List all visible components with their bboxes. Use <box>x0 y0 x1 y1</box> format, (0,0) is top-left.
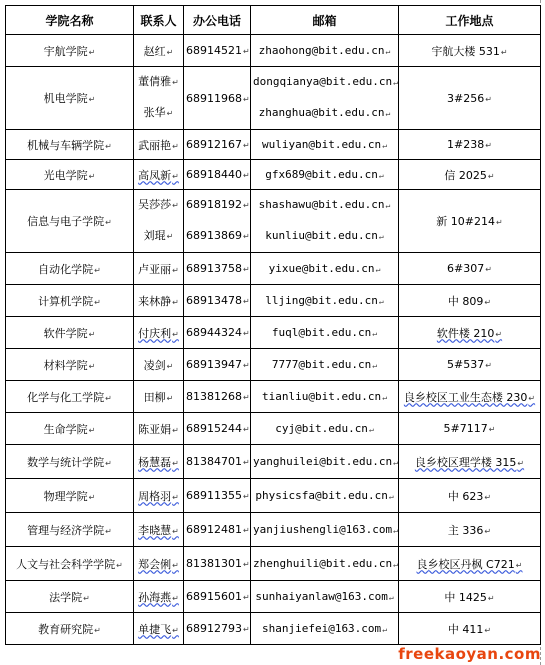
cell-text: 68915244 ↵ <box>186 422 250 435</box>
table-row <box>6 190 541 253</box>
cell-text: wuliyan@bit.edu.cn ↵ <box>262 138 387 151</box>
table-row <box>6 445 541 479</box>
cell-text: sunhaiyanlaw@163.com ↵ <box>255 590 393 603</box>
cell-text: 机电学院 ↵ <box>44 92 96 105</box>
cell-text: 主 336 ↵ <box>448 524 491 537</box>
table-row <box>6 285 541 317</box>
college-cell <box>6 285 134 317</box>
cell-text: 张华 ↵ <box>144 106 174 119</box>
cell-text: 吴莎莎 ↵ <box>138 198 179 211</box>
cell-text: yanghuilei@bit.edu.cn ↵ <box>253 455 398 468</box>
contact-cell <box>134 253 184 285</box>
location-cell <box>399 317 541 349</box>
phone-cell <box>184 285 251 317</box>
email-cell <box>251 445 399 479</box>
phone-cell <box>184 381 251 413</box>
cell-text: 良乡校区工业生态楼 230 ↵ <box>404 391 535 404</box>
cell-text: 宇航学院 ↵ <box>44 45 96 58</box>
email-cell <box>251 317 399 349</box>
cell-text: 1#238 ↵ <box>447 138 492 151</box>
cell-text: 81381301 ↵ <box>186 557 250 570</box>
email-cell <box>251 613 399 645</box>
header-email: 邮箱 <box>251 6 399 35</box>
cell-text: 软件楼 210 ↵ <box>437 327 502 340</box>
email-cell <box>251 479 399 513</box>
cell-text: 68914521 ↵ <box>186 44 250 57</box>
location-cell <box>399 513 541 547</box>
table-row <box>6 253 541 285</box>
cell-text: 6#307 ↵ <box>447 262 492 275</box>
email-cell <box>251 190 399 253</box>
cell-line <box>186 221 248 252</box>
cell-line <box>136 221 181 252</box>
email-cell <box>251 253 399 285</box>
college-cell <box>6 381 134 413</box>
email-cell <box>251 349 399 381</box>
contact-cell <box>134 479 184 513</box>
cell-text: 良乡校区理学楼 315 ↵ <box>415 456 524 469</box>
location-cell <box>399 547 541 581</box>
cell-text: 凌剑 ↵ <box>144 359 174 372</box>
cell-text: 付庆利 ↵ <box>138 327 179 340</box>
cell-text: 68915601 ↵ <box>186 590 250 603</box>
phone-cell <box>184 317 251 349</box>
cell-text: 3#256 ↵ <box>447 92 492 105</box>
cell-text: fuql@bit.edu.cn ↵ <box>272 326 377 339</box>
cell-text: lljing@bit.edu.cn ↵ <box>265 294 383 307</box>
cell-line <box>136 190 181 221</box>
cell-text: 5#7117 ↵ <box>444 422 496 435</box>
table-body <box>6 35 541 645</box>
cell-text: 计算机学院 ↵ <box>38 295 101 308</box>
cell-text: 材料学院 ↵ <box>44 359 96 372</box>
college-cell <box>6 445 134 479</box>
cell-text: 田柳 ↵ <box>144 391 174 404</box>
contact-cell <box>134 285 184 317</box>
contact-cell <box>134 613 184 645</box>
email-cell <box>251 413 399 445</box>
cell-text: 新 10#214 ↵ <box>436 215 502 228</box>
phone-cell <box>184 547 251 581</box>
cell-text: 中 411 ↵ <box>448 623 491 636</box>
contact-cell <box>134 35 184 67</box>
contact-cell <box>134 317 184 349</box>
table-row <box>6 547 541 581</box>
cell-text: 68913947 ↵ <box>186 358 250 371</box>
cell-line <box>253 221 396 252</box>
cell-text: 68912167 ↵ <box>186 138 250 151</box>
location-cell <box>399 253 541 285</box>
cell-text: 68918192 ↵ <box>186 198 250 211</box>
email-cell <box>251 285 399 317</box>
cell-text: zhanghua@bit.edu.cn ↵ <box>259 106 391 119</box>
header-phone: 办公电话 <box>184 6 251 35</box>
contact-cell <box>134 581 184 613</box>
cell-text: 化学与化工学院 ↵ <box>27 391 112 404</box>
college-cell <box>6 67 134 130</box>
phone-cell <box>184 190 251 253</box>
cell-text: 68912481 ↵ <box>186 523 250 536</box>
phone-cell <box>184 35 251 67</box>
table-row <box>6 381 541 413</box>
phone-cell <box>184 479 251 513</box>
cell-text: 5#537 ↵ <box>447 358 492 371</box>
cell-text: 光电学院 ↵ <box>44 169 96 182</box>
cell-text: cyj@bit.edu.cn ↵ <box>275 422 374 435</box>
cell-text: 软件学院 ↵ <box>44 327 96 340</box>
cell-text: 生命学院 ↵ <box>44 423 96 436</box>
contact-cell <box>134 349 184 381</box>
college-cell <box>6 253 134 285</box>
cell-text: 68911968 ↵ <box>186 92 250 105</box>
cell-text: 赵红 ↵ <box>144 45 174 58</box>
cell-text: 信息与电子学院 ↵ <box>27 215 112 228</box>
table-row <box>6 35 541 67</box>
cell-line <box>253 67 396 98</box>
cell-text: 81384701 ↵ <box>186 455 250 468</box>
cell-text: 教育研究院 ↵ <box>38 623 101 636</box>
cell-text: gfx689@bit.edu.cn ↵ <box>265 168 383 181</box>
college-cell <box>6 613 134 645</box>
contact-cell <box>134 381 184 413</box>
contact-cell <box>134 413 184 445</box>
phone-cell <box>184 67 251 130</box>
cell-text: 68944324 ↵ <box>186 326 250 339</box>
location-cell <box>399 581 541 613</box>
contact-table <box>5 5 541 645</box>
email-cell <box>251 513 399 547</box>
cell-text: shashawu@bit.edu.cn ↵ <box>259 198 391 211</box>
college-cell <box>6 513 134 547</box>
college-cell <box>6 581 134 613</box>
contact-cell <box>134 67 184 130</box>
college-cell <box>6 317 134 349</box>
cell-text: dongqianya@bit.edu.cn ↵ <box>253 75 398 88</box>
phone-cell <box>184 130 251 160</box>
location-cell <box>399 285 541 317</box>
cell-text: 中 623 ↵ <box>448 490 491 503</box>
cell-text: 刘琨 ↵ <box>144 229 174 242</box>
cell-text: 68913478 ↵ <box>186 294 250 307</box>
cell-text: 数学与统计学院 ↵ <box>27 456 112 469</box>
cell-text: 中 809 ↵ <box>448 295 491 308</box>
contact-cell <box>134 130 184 160</box>
cell-text: zhaohong@bit.edu.cn ↵ <box>259 44 391 57</box>
cell-line <box>136 98 181 129</box>
phone-cell <box>184 445 251 479</box>
cell-text: yanjiushengli@163.com ↵ <box>253 523 398 536</box>
cell-text: 信 2025 ↵ <box>444 169 494 182</box>
cell-text: 7777@bit.edu.cn ↵ <box>272 358 377 371</box>
watermark: freekaoyan.com <box>398 645 541 663</box>
header-contact: 联系人 <box>134 6 184 35</box>
college-cell <box>6 413 134 445</box>
cell-text: 中 1425 ↵ <box>444 591 494 604</box>
cell-text: 物理学院 ↵ <box>44 490 96 503</box>
cell-text: kunliu@bit.edu.cn ↵ <box>265 229 383 242</box>
header-location: 工作地点 <box>399 6 541 35</box>
cell-text: 李晓慧 ↵ <box>138 524 179 537</box>
cell-text: 人文与社会科学学院 ↵ <box>16 558 123 571</box>
cell-line <box>136 67 181 98</box>
college-cell <box>6 190 134 253</box>
email-cell <box>251 581 399 613</box>
location-cell <box>399 479 541 513</box>
cell-text: physicsfa@bit.edu.cn ↵ <box>255 489 393 502</box>
cell-text: 孙海燕 ↵ <box>138 591 179 604</box>
table-row <box>6 479 541 513</box>
contact-cell <box>134 547 184 581</box>
cell-text: 来林静 ↵ <box>138 295 179 308</box>
location-cell <box>399 67 541 130</box>
cell-text: 自动化学院 ↵ <box>38 263 101 276</box>
cell-text: yixue@bit.edu.cn ↵ <box>269 262 381 275</box>
phone-cell <box>184 160 251 190</box>
table-row <box>6 160 541 190</box>
cell-text: 周格羽 ↵ <box>138 490 179 503</box>
phone-cell <box>184 581 251 613</box>
email-cell <box>251 67 399 130</box>
contact-cell <box>134 190 184 253</box>
cell-text: 单捷飞 ↵ <box>138 623 179 636</box>
location-cell <box>399 190 541 253</box>
email-cell <box>251 130 399 160</box>
college-cell <box>6 479 134 513</box>
cell-text: 68911355 ↵ <box>186 489 250 502</box>
cell-text: 陈亚娟 ↵ <box>138 423 179 436</box>
location-cell <box>399 445 541 479</box>
phone-cell <box>184 253 251 285</box>
cell-text: 杨慧磊 ↵ <box>138 456 179 469</box>
cell-text: 81381268 ↵ <box>186 390 250 403</box>
cell-text: 宇航大楼 531 ↵ <box>431 45 507 58</box>
cell-text: 董倩雅 ↵ <box>138 75 179 88</box>
location-cell <box>399 349 541 381</box>
cell-text: 68913758 ↵ <box>186 262 250 275</box>
cell-text: 武丽艳 ↵ <box>138 139 179 152</box>
email-cell <box>251 160 399 190</box>
cell-text: 机械与车辆学院 ↵ <box>27 139 112 152</box>
location-cell <box>399 35 541 67</box>
cell-text: 卢亚丽 ↵ <box>138 263 179 276</box>
email-cell <box>251 547 399 581</box>
cell-line <box>253 190 396 221</box>
cell-text: shanjiefei@163.com ↵ <box>262 622 387 635</box>
table-row <box>6 67 541 130</box>
table-row <box>6 317 541 349</box>
college-cell <box>6 547 134 581</box>
cell-text: zhenghuili@bit.edu.cn ↵ <box>253 557 398 570</box>
phone-cell <box>184 413 251 445</box>
location-cell <box>399 413 541 445</box>
cell-text: 高凤新 ↵ <box>138 169 179 182</box>
table-row <box>6 513 541 547</box>
college-cell <box>6 160 134 190</box>
phone-cell <box>184 613 251 645</box>
cell-text: 法学院 ↵ <box>49 591 90 604</box>
cell-text: tianliu@bit.edu.cn ↵ <box>262 390 387 403</box>
email-cell <box>251 35 399 67</box>
table-row <box>6 130 541 160</box>
table-row <box>6 349 541 381</box>
location-cell <box>399 160 541 190</box>
location-cell <box>399 130 541 160</box>
phone-cell <box>184 349 251 381</box>
header-college: 学院名称 <box>6 6 134 35</box>
table-header-row <box>6 6 541 35</box>
cell-text: 68913869 ↵ <box>186 229 250 242</box>
location-cell <box>399 381 541 413</box>
college-cell <box>6 349 134 381</box>
email-cell <box>251 381 399 413</box>
cell-text: 郑会俐 ↵ <box>138 558 179 571</box>
cell-line <box>186 190 248 221</box>
phone-cell <box>184 513 251 547</box>
college-cell <box>6 130 134 160</box>
cell-line <box>253 98 396 129</box>
contact-cell <box>134 445 184 479</box>
table-row <box>6 613 541 645</box>
contact-cell <box>134 513 184 547</box>
cell-text: 68918440 ↵ <box>186 168 250 181</box>
cell-text: 管理与经济学院 ↵ <box>27 524 112 537</box>
cell-text: 良乡校区丹枫 C721 ↵ <box>417 558 523 571</box>
table-row <box>6 581 541 613</box>
table-row <box>6 413 541 445</box>
contact-cell <box>134 160 184 190</box>
college-cell <box>6 35 134 67</box>
cell-text: 68912793 ↵ <box>186 622 250 635</box>
location-cell <box>399 613 541 645</box>
